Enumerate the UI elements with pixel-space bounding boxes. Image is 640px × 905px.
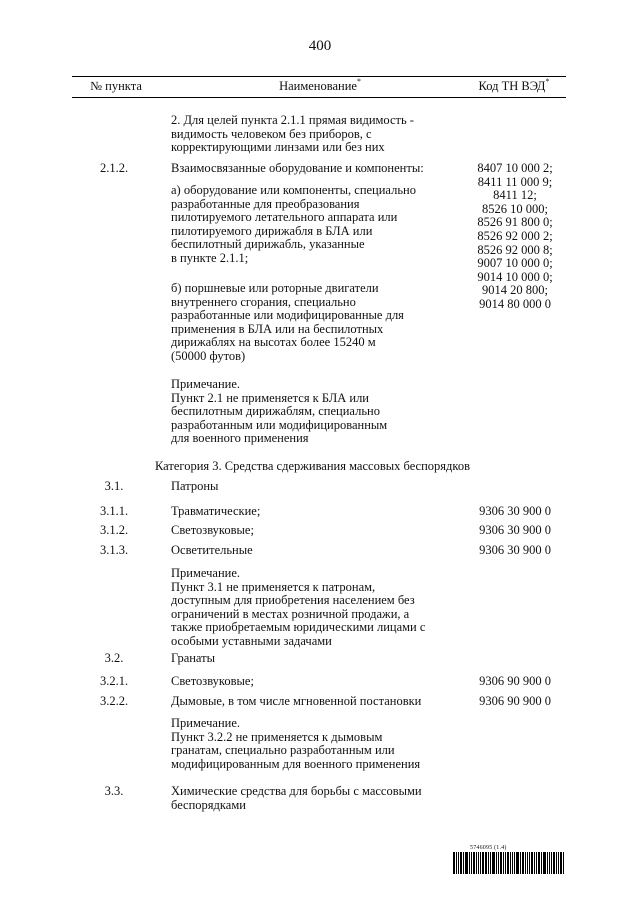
barcode-bar	[453, 852, 455, 874]
barcode-bar	[480, 852, 481, 874]
row-code-3-2-2: 9306 90 900 0	[479, 694, 551, 708]
barcode-bar	[547, 852, 548, 874]
barcode-bar	[498, 852, 499, 874]
barcode-bar	[476, 852, 477, 874]
barcode-bar	[505, 852, 506, 874]
barcode-bar	[478, 852, 479, 874]
barcode-bar	[471, 852, 472, 874]
barcode-bar	[529, 852, 530, 874]
row-name-3-2: Гранаты	[171, 651, 216, 665]
barcode-bar	[522, 852, 524, 874]
row-num-3-1: 3.1.	[104, 479, 124, 493]
header-code-text: Код ТН ВЭД	[478, 79, 546, 93]
barcode-bar	[534, 852, 535, 874]
barcode-bar	[488, 852, 489, 874]
row-num-3-3: 3.3.	[104, 784, 124, 798]
barcode-bar	[463, 852, 464, 874]
barcode-bar	[531, 852, 533, 874]
row-2-1-2-a: а) оборудование или компоненты, специально разработанные для преобразования пилотируемого летательного аппарата или пилотируемого дирижабля в БЛА или беспилотный дирижабль, указанные в пункте 2.1.1;	[171, 183, 416, 265]
barcode-bar	[536, 852, 537, 874]
barcode-bar	[469, 852, 470, 874]
barcode-bar	[556, 852, 557, 874]
header-code	[462, 79, 566, 94]
barcode-bar	[500, 852, 502, 874]
row-2-1-note: Примечание. Пункт 2.1 не применяется к БЛА или беспилотным дирижаблям, специально разработанным или модифицированным для военного применения	[171, 377, 388, 446]
barcode-bar	[490, 852, 491, 874]
row-code-3-1-1: 9306 30 900 0	[479, 504, 551, 518]
row-name-3-2-2: Дымовые, в том числе мгновенной постановки	[171, 694, 422, 708]
row-num-3-1-1: 3.1.1.	[99, 504, 129, 518]
row-num-3-1-2: 3.1.2.	[99, 523, 129, 537]
barcode-bar	[460, 852, 462, 874]
barcode-bar	[507, 852, 509, 874]
row-2-note-text: 2. Для целей пункта 2.1.1 прямая видимость - видимость человеком без приборов, с корректирующими линзами или без них	[171, 113, 414, 155]
barcode-bar	[520, 852, 521, 874]
table-header	[72, 76, 566, 98]
barcode-bar	[458, 852, 459, 874]
barcode-bar	[485, 852, 487, 874]
row-3-1-note: Примечание. Пункт 3.1 не применяется к патронам, доступным для приобретения населением без ограничений в местах розничной продажи, а также приобретаемым юридическими лицами с особыми уставными задачами	[171, 566, 426, 648]
header-num: № пункта	[90, 79, 142, 93]
row-name-3-1-2: Светозвуковые;	[171, 523, 254, 537]
row-num-3-1-3: 3.1.3.	[99, 543, 129, 557]
row-num-3-2: 3.2.	[104, 651, 124, 665]
category-3-title: Категория 3. Средства сдерживания массовых беспорядков	[155, 459, 470, 473]
barcode-bar	[482, 852, 484, 874]
row-code-3-2-1: 9306 90 900 0	[479, 674, 551, 688]
barcode-bar	[563, 852, 564, 874]
barcode-bar	[527, 852, 528, 874]
barcode-bar	[503, 852, 504, 874]
row-code-3-1-3: 9306 30 900 0	[479, 543, 551, 557]
barcode-bar	[465, 852, 468, 874]
barcode-bar	[538, 852, 540, 874]
row-num-3-2-2: 3.2.2.	[99, 694, 129, 708]
row-name-3-1-3: Осветительные	[171, 543, 253, 557]
footer-code: 5746095 (1.4)	[470, 845, 507, 851]
page-number: 400	[308, 38, 332, 54]
barcode-bar	[496, 852, 497, 874]
barcode-bar	[510, 852, 511, 874]
header-name-text: Наименование	[279, 79, 357, 93]
row-name-3-3: Химические средства для борьбы с массовыми беспорядками	[171, 784, 422, 812]
barcode-bar	[543, 852, 546, 874]
row-name-3-1-1: Травматические;	[171, 504, 261, 518]
header-name-star: *	[356, 77, 361, 86]
barcode-bar	[456, 852, 457, 874]
codes-2-1-2: 8407 10 000 2; 8411 11 000 9; 8411 12; 8526 10 000; 8526 91 800 0; 8526 92 000 2; 8526 92 000 8; 9007 10 000 0; 9014 10 000 0; 9014 20 800; 9014 80 000 0	[477, 161, 553, 311]
row-name-2-1-2: Взаимосвязанные оборудование и компоненты:	[171, 161, 424, 175]
barcode-bar	[492, 852, 495, 874]
row-num-2-1-2: 2.1.2.	[99, 161, 129, 175]
barcode-bar	[551, 852, 552, 874]
barcode	[453, 852, 565, 874]
header-name	[230, 79, 410, 94]
header-code-star: *	[545, 77, 550, 86]
barcode-bar	[558, 852, 559, 874]
barcode-bar	[549, 852, 550, 874]
barcode-bar	[560, 852, 562, 874]
barcode-bar	[541, 852, 542, 874]
barcode-bar	[553, 852, 555, 874]
row-code-3-1-2: 9306 30 900 0	[479, 523, 551, 537]
row-num-3-2-1: 3.2.1.	[99, 674, 129, 688]
barcode-bar	[525, 852, 526, 874]
row-2-1-2-b: б) поршневые или роторные двигатели внутреннего сгорания, специально разработанные или модифицированные для применения в БЛА или на беспилотных дирижаблях на высотах более 15240 м (50000 футов)	[171, 281, 404, 363]
barcode-bar	[516, 852, 519, 874]
barcode-bar	[512, 852, 513, 874]
row-name-3-2-1: Светозвуковые;	[171, 674, 254, 688]
barcode-bar	[473, 852, 475, 874]
barcode-bar	[514, 852, 515, 874]
row-3-2-2-note: Примечание. Пункт 3.2.2 не применяется к дымовым гранатам, специально разработанным или модифицированным для военного применения	[171, 716, 421, 771]
row-name-3-1: Патроны	[171, 479, 219, 493]
